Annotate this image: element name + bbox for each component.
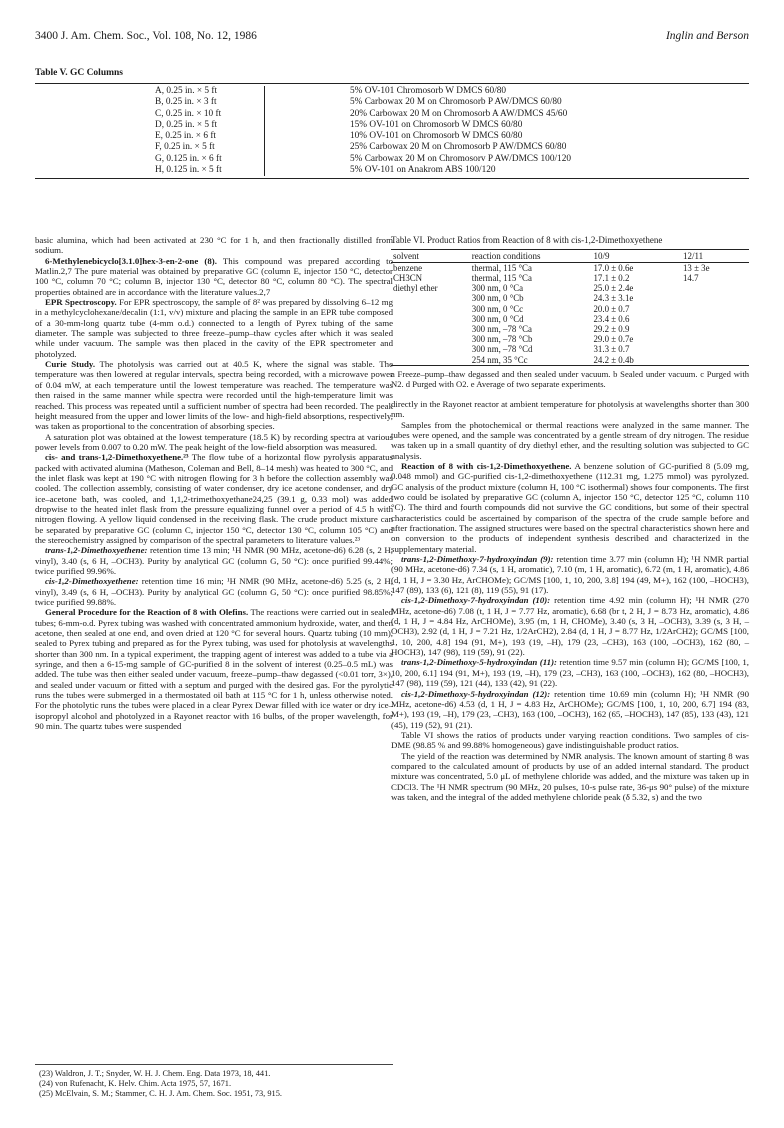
table5-packing: 5% Carbowax 20 M on Chromosorb P AW/DMCS 60/80 (350, 97, 562, 108)
table6-cell (681, 304, 749, 314)
table6-cell (391, 324, 470, 334)
section-title: EPR Spectroscopy. (45, 297, 117, 308)
table6-cell: 17.0 ± 0.6e (593, 262, 634, 273)
table5-column-spec: D, 0.25 in. × 5 ft (35, 120, 265, 131)
section-title: trans-1,2-Dimethoxy-7-hydroxyindan (9): (401, 554, 554, 565)
table6-header: reaction conditions (470, 250, 592, 263)
paragraph-text: retention time 16 min; ¹H NMR (90 MHz, acetone-d6) 5.25 (s, 2 H, vinyl), 3.49 (s, 6 H, –OCH3). Purity by analytical GC (column G, 50 °C): once purified 98.85%; twice purified 99.88%. (35, 576, 393, 608)
right-column (391, 235, 749, 802)
table6-row (391, 262, 749, 273)
table6-cell (391, 293, 470, 303)
page-journal-line: 3400 J. Am. Chem. Soc., Vol. 108, No. 12, 1986 (35, 30, 257, 42)
section-title: 6-Methylenebicyclo[3.1.0]hex-3-en-2-one (8). (45, 255, 217, 266)
table6-cell (681, 344, 749, 354)
table5-packing: 5% OV-101 Chromosorb W DMCS 60/80 (350, 86, 507, 96)
paragraph-text: retention time 9.57 min (column H); GC/MS [100, 1, 10, 200, 6.1] 194 (91, M+), 193 (19, –H), 179 (23, –CH3), 163 (100, –OCH3), 162 (80, –HOCH3), 147 (98), 119 (59), 121 (44), 133 (42), 91 (22). (391, 657, 750, 689)
table6-cell: 20.0 ± 0.7 (593, 303, 630, 314)
reference-item: (23) Waldron, J. T.; Snyder, W. H. J. Chem. Eng. Data 1973, 18, 441. (39, 1069, 271, 1078)
table5-row (35, 109, 749, 120)
table6-cell: benzene (393, 262, 423, 273)
table5-column-spec: F, 0.25 in. × 5 ft (35, 142, 265, 153)
paragraph-text: retention time 4.92 min (column H); ¹H NMR (270 MHz, acetone-d6) 7.08 (t, 1 H, J = 7.77 Hz, aromatic), 6.68 (br t, 2 H, J = 8.73 Hz, aromatic), 4.86 (d, 1 H, J = 4.84 Hz, ArCHOMe), 3.95 (m, 1 H, CHOMe), 3.40 (s, 3 H, –OCH3), 3.39 (s, 3 H, –OCH3), 2.92 (d, 1 H, J = 7.21 Hz, 1/2ArCH2), 2.84 (d, 1 H, J = 8.77 Hz, 1/2ArCH2); GC/MS [100, 1, 10, 200, 4.8] 194 (91, M+), 193 (19, –H), 179 (23, –CH3), 163 (100, –OCH3), 162 (80, –HOCH3), 147 (98), 119 (59), 91 (22). (391, 595, 749, 658)
paragraph: The yield of the reaction was determined by NMR analysis. The known amount of starting 8 was compared to the calculated amount of products by use of an added internal standard. The product mixture was concentrated, 5.0 μL of methylene chloride was added, and the mixture was taken up in CDCl3. The ¹H NMR spectrum (90 MHz, 20 pulses, 10-s pulse rate, 36-μs 90° pulse) of the mixture was taken, and the integral of the added methylene chloride peak (δ 5.32, s) and the two (391, 750, 749, 802)
paragraph (35, 297, 393, 359)
table6-cell: 29.2 ± 0.9 (593, 324, 630, 335)
table6-cell: 300 nm, –78 °Ca (471, 324, 532, 335)
table5-packing: 20% Carbowax 20 M on Chromosorb A AW/DMCS 45/60 (350, 108, 568, 119)
table5-row (35, 86, 749, 97)
paragraph (35, 359, 393, 431)
paragraph (35, 256, 393, 297)
table6-header: solvent (391, 250, 470, 263)
table5-column-spec: E, 0.25 in. × 6 ft (35, 131, 265, 142)
table6-row (391, 355, 749, 365)
section-title: cis-1,2-Dimethoxyethene: (45, 576, 139, 587)
table5-column-spec: B, 0.25 in. × 3 ft (35, 97, 265, 108)
table6-row (391, 273, 749, 283)
paragraph: Table VI shows the ratios of products under varying reaction conditions. Two samples of cis-DME (98.85 % and 99.88% homogeneous) gave indistinguishable product ratios. (391, 729, 749, 751)
table6-row (391, 344, 749, 354)
reference-item: (25) McElvain, S. M.; Stammer, C. H. J. Am. Chem. Soc. 1951, 73, 915. (39, 1089, 282, 1099)
table5-caption: Table V. GC Columns (35, 68, 123, 78)
paragraph: directly in the Rayonet reactor at ambient temperature for photolysis at wavelengths shorter than 300 nm. (391, 398, 749, 420)
table6-cell: 24.3 ± 3.1e (593, 293, 634, 304)
section-title: trans-1,2-Dimethoxy-5-hydroxyindan (11): (401, 657, 557, 668)
table6-cell: 31.3 ± 0.7 (593, 344, 630, 355)
table6-caption: Table VI. Product Ratios from Reaction of 8 with cis-1,2-Dimethoxyethene (391, 235, 663, 245)
table5-row (35, 120, 749, 131)
table6-cell: 300 nm, –78 °Cd (471, 344, 533, 355)
table5-packing: 5% Carbowax 20 M on Chromosorv P AW/DMCS 100/120 (350, 153, 572, 164)
table6-row (391, 334, 749, 344)
paragraph (391, 554, 749, 595)
table6-header: 10/9 (591, 250, 681, 263)
table6-cell: 254 nm, 35 °Cc (471, 354, 528, 365)
table5-row (35, 97, 749, 108)
table6-cell: 25.0 ± 2.4e (593, 283, 634, 294)
table5-packing: 25% Carbowax 20 M on Chromosorb P AW/DMCS 60/80 (350, 142, 567, 153)
section-title: trans-1,2-Dimethoxyethene: (45, 545, 148, 556)
table6-row (391, 324, 749, 334)
table6-row (391, 293, 749, 303)
table6-header: 12/11 (681, 250, 749, 263)
paragraph: Samples from the photochemical or thermal reactions were analyzed in the same manner. The tubes were opened, and the sample was concentrated by a gentle stream of dry nitrogen. The residue was taken up in a small quantity of dry diethyl ether, and the resulting solution was subjected to GC analysis. (391, 419, 749, 461)
reference-item: (24) von Rufenacht, K. Helv. Chim. Acta 1975, 57, 1671. (39, 1079, 232, 1089)
section-title: General Procedure for the Reaction of 8 with Olefins. (45, 607, 249, 618)
table5-row (35, 165, 749, 176)
table5 (35, 83, 749, 179)
table5-column-spec: G, 0.125 in. × 6 ft (35, 154, 265, 165)
section-title: cis- and trans-1,2-Dimethoxyethene.²³ (45, 452, 189, 463)
paragraph (391, 657, 749, 688)
section-title: Reaction of 8 with cis-1,2-Dimethoxyethene. (401, 460, 572, 471)
paragraph-text: A benzene solution of GC-purified 8 (5.09 mg, 0.048 mmol) and GC-purified cis-1,2-dimethoxyethene (112.31 mg, 1.275 mmol) was pyrolyzed. GC analysis of the product mixture (column H, 100 °C isothermal) shows four components. The first two could be isolated by preparative GC (column A, injector 150 °C, detector 125 °C, column 110 °C). The third and fourth compounds did not survive the GC conditions, but some of their spectral characteristics could be ascertained by comparison of the spectra of the crude sample before and after fractionation. The assigned structures were based on the spectral characteristics shown here and on conversion to the products of independent synthesis described and characterized in the supplementary material. (391, 460, 750, 554)
table6-row (391, 314, 749, 324)
table6-cell (391, 314, 470, 324)
table6-cell: 14.7 (682, 273, 699, 284)
table6-cell: 23.4 ± 0.6 (593, 313, 630, 324)
table5-column-spec: H, 0.125 in. × 5 ft (35, 165, 265, 176)
table5-packing: 10% OV-101 on Chromosorb W DMCS 60/80 (350, 131, 523, 142)
table6-cell: diethyl ether (393, 283, 438, 294)
table5-row (35, 154, 749, 165)
table6-cell (391, 334, 470, 344)
table6-row (391, 283, 749, 293)
table6-cell (681, 293, 749, 303)
left-column (35, 235, 393, 732)
table6-cell: 300 nm, 0 °Cb (471, 293, 524, 304)
table5-column-spec: C, 0.25 in. × 10 ft (35, 109, 265, 120)
paragraph-text: The photolysis was carried out at 40.5 K, where the signal was stable. The temperature was then lowered at regular intervals, spectra being recorded, with a microwave power of 0.04 mW, at each temperature until the lowest temperature was reached. The temperature was then raised in the same manner while spectra were recorded until the high-temperature limit was reached. This process was repeated until a sufficient number of spectra had been recorded. The peak height measured from the upper and lower limits of the low- and high-field absorptions, respectively, was taken as proportional to the concentration of absorbing species. (35, 359, 393, 432)
table5-packing: 5% OV-101 on Anakrom ABS 100/120 (350, 165, 496, 176)
table6-cell: CH3CN (393, 273, 423, 284)
paragraph (35, 576, 393, 607)
table5-row (35, 142, 749, 153)
table6-footnote: a Freeze–pump–thaw degassed and then sealed under vacuum. b Sealed under vacuum. c Purged with N2. d Purged with O2. e Average of two separate experiments. (391, 368, 749, 389)
paragraph (35, 452, 393, 545)
paragraph-text: retention time 13 min; ¹H NMR (90 MHz, acetone-d6) 6.28 (s, 2 H, vinyl), 3.40 (s, 6 H, –OCH3). Purity by analytical GC (column G, 50 °C): once purified 99.44%; twice purified 99.96%. (35, 545, 393, 576)
table6-cell (681, 314, 749, 324)
table6-cell: 300 nm, 0 °Cd (471, 313, 524, 324)
authors-line: Inglin and Berson (665, 30, 749, 42)
paragraph (391, 461, 749, 554)
paragraph-text: This compound was prepared according to Matlin.2,7 The pure material was obtained by preparative GC (column E, injector 150 °C, detector 100 °C, column 70 °C; column B, injector 130 °C, detector 80 °C, column 80 °C). The spectral properties obtained are in accordance with the literature values.2,7 (35, 255, 393, 297)
table6-cell (391, 304, 470, 314)
table6-row (391, 304, 749, 314)
table5-packing: 15% OV-101 on Chromosorb W DMCS 60/80 (350, 119, 523, 130)
table6-cell: 300 nm, –78 °Cb (471, 334, 533, 345)
paragraph: basic alumina, which had been activated at 230 °C for 1 h, and then fractionally distilled from sodium. (35, 235, 393, 256)
paragraph: A saturation plot was obtained at the lowest temperature (18.5 K) by recording spectra at various power levels from 0.007 to 0.20 mW. The peak height of the low-field absorption was measured. (35, 431, 393, 452)
references (35, 1064, 393, 1100)
table6-cell: thermal, 115 °Ca (471, 273, 532, 284)
section-title: cis-1,2-Dimethoxy-5-hydroxyindan (12): (401, 688, 551, 699)
table6-cell: 24.2 ± 0.4b (593, 354, 634, 365)
section-title: cis-1,2-Dimethoxy-7-hydroxyindan (10): (401, 595, 551, 606)
table6-cell (681, 334, 749, 344)
table6-cell: 13 ± 3e (682, 262, 710, 273)
paragraph (391, 595, 749, 657)
paragraph (35, 545, 393, 576)
table5-row (35, 131, 749, 142)
section-title: Curie Study. (45, 359, 96, 370)
paragraph (35, 607, 393, 731)
table6-cell (681, 283, 749, 293)
table6 (391, 249, 749, 366)
table6-cell (681, 324, 749, 334)
table6-cell: 29.0 ± 0.7e (593, 334, 634, 345)
table5-column-spec: A, 0.25 in. × 5 ft (35, 86, 265, 97)
paragraph-text: retention time 10.69 min (column H); ¹H NMR (90 MHz, acetone-d6) 4.53 (d, 1 H, J = 4.83 Hz, ArCHOMe); GC/MS [100, 1, 10, 200, 6.7] 194 (83, M+), 193 (19, –H), 179 (23, –CH3), 163 (100, –OCH3), 162 (65, –HOCH3), 147 (85), 133 (43), 121 (45), 119 (52), 91 (21). (391, 688, 749, 730)
paragraph-text: The reactions were carried out in sealed tubes; 6-mm-o.d. Pyrex tubing was washed with concentrated ammonium hydroxide, water, and then acetone, then sealed at one end, and oven dried at 120 °C for several hours. Quartz tubing (10 mm), sealed to Pyrex tubing and prepared as for the Pyrex tubing, was used for photolysis at wavelengths shorter than 300 nm. In a typical experiment, the trapping agent of interest was added to a tube via a syringe, and then a 6-15-mg sample of GC-purified 8 in the solvent of interest (0.25–0.5 mL) was added. The tube was then either sealed under vacuum, freeze–pump–thaw degassed (<0.01 torr, 3×), and sealed under vacuum or fitted with a septum and purged with the desired gas. For the pyrolytic runs the tubes were submerged in a thermostated oil bath at 115 °C for 1 h, unless otherwise noted. For the photolytic runs the tubes were placed in a clear Pyrex Dewar filled with ice water or dry ice–isopropyl alcohol and photolyzed in a Rayonet reactor with 16 bulbs, of the proper wavelength, for 90 min. The quartz tubes were suspended (35, 607, 393, 732)
table6-cell: 300 nm, 0 °Ca (471, 283, 524, 294)
table6-cell (681, 355, 749, 365)
paragraph-text: retention time 3.77 min (column H); ¹H NMR partial (90 MHz, acetone-d6) 7.34 (s, 1 H, aromatic), 7.10 (m, 1 H, aromatic), 6.72 (m, 1 H, aromatic), 4.86 (d, 1 H, J = 3.30 Hz, ArCHOMe); GC/MS [100, 1, 10, 200, 3.8] 194 (49, M+), 162 (100, –HOCH3), 147 (89), 133 (6), 121 (8), 119 (55), 91 (17). (391, 554, 749, 596)
paragraph (391, 689, 749, 730)
table6-cell: 17.1 ± 0.2 (593, 273, 630, 284)
table6-cell (391, 355, 470, 365)
paragraph-text: The flow tube of a horizontal flow pyrolysis apparatus packed with activated alumina (Matheson, Coleman and Bell, 8–14 mesh) was heated to 300 °C, and the inlet flask was kept at 190 °C with nitrogen flowing for 3 h before the collection assembly was cooled. The collection assembly, consisting of water condenser, dry ice acetone condenser, and dry ice–acetone bath, was cooled, and 1,1,2-trimethoxyethane24,25 (39.1 g, 0.33 mol) was added dropwise to the heated inlet flask from the pressure equalizing funnel over a period of 4.5 h with nitrogen flowing. A yellow liquid condensed in the receiving flask. The crude product mixture can be separated by preparative GC (column C, injector 150 °C, detector 130 °C, column 105 °C) and the stereochemistry assigned by comparison of the spectral parameters to literature values.²³ (35, 452, 393, 545)
paragraph-text: For EPR spectroscopy, the sample of 8² was prepared by dissolving 6–12 mg in a methylcyclohexane/decalin (1:1, v/v) mixture and placing the sample in an EPR tube composed of a 30-mm-long quartz tube (4-mm o.d.) connected to a length of Pyrex tubing of the same diameter. The sample was subjected to three freeze–pump–thaw cycles after which it was sealed while under vacuum. The sample was then placed in the cavity of the EPR spectrometer and photolyzed. (35, 297, 393, 359)
table6-cell: thermal, 115 °Ca (471, 262, 532, 273)
table6-cell (391, 344, 470, 354)
table6-cell: 300 nm, 0 °Cc (471, 303, 524, 314)
